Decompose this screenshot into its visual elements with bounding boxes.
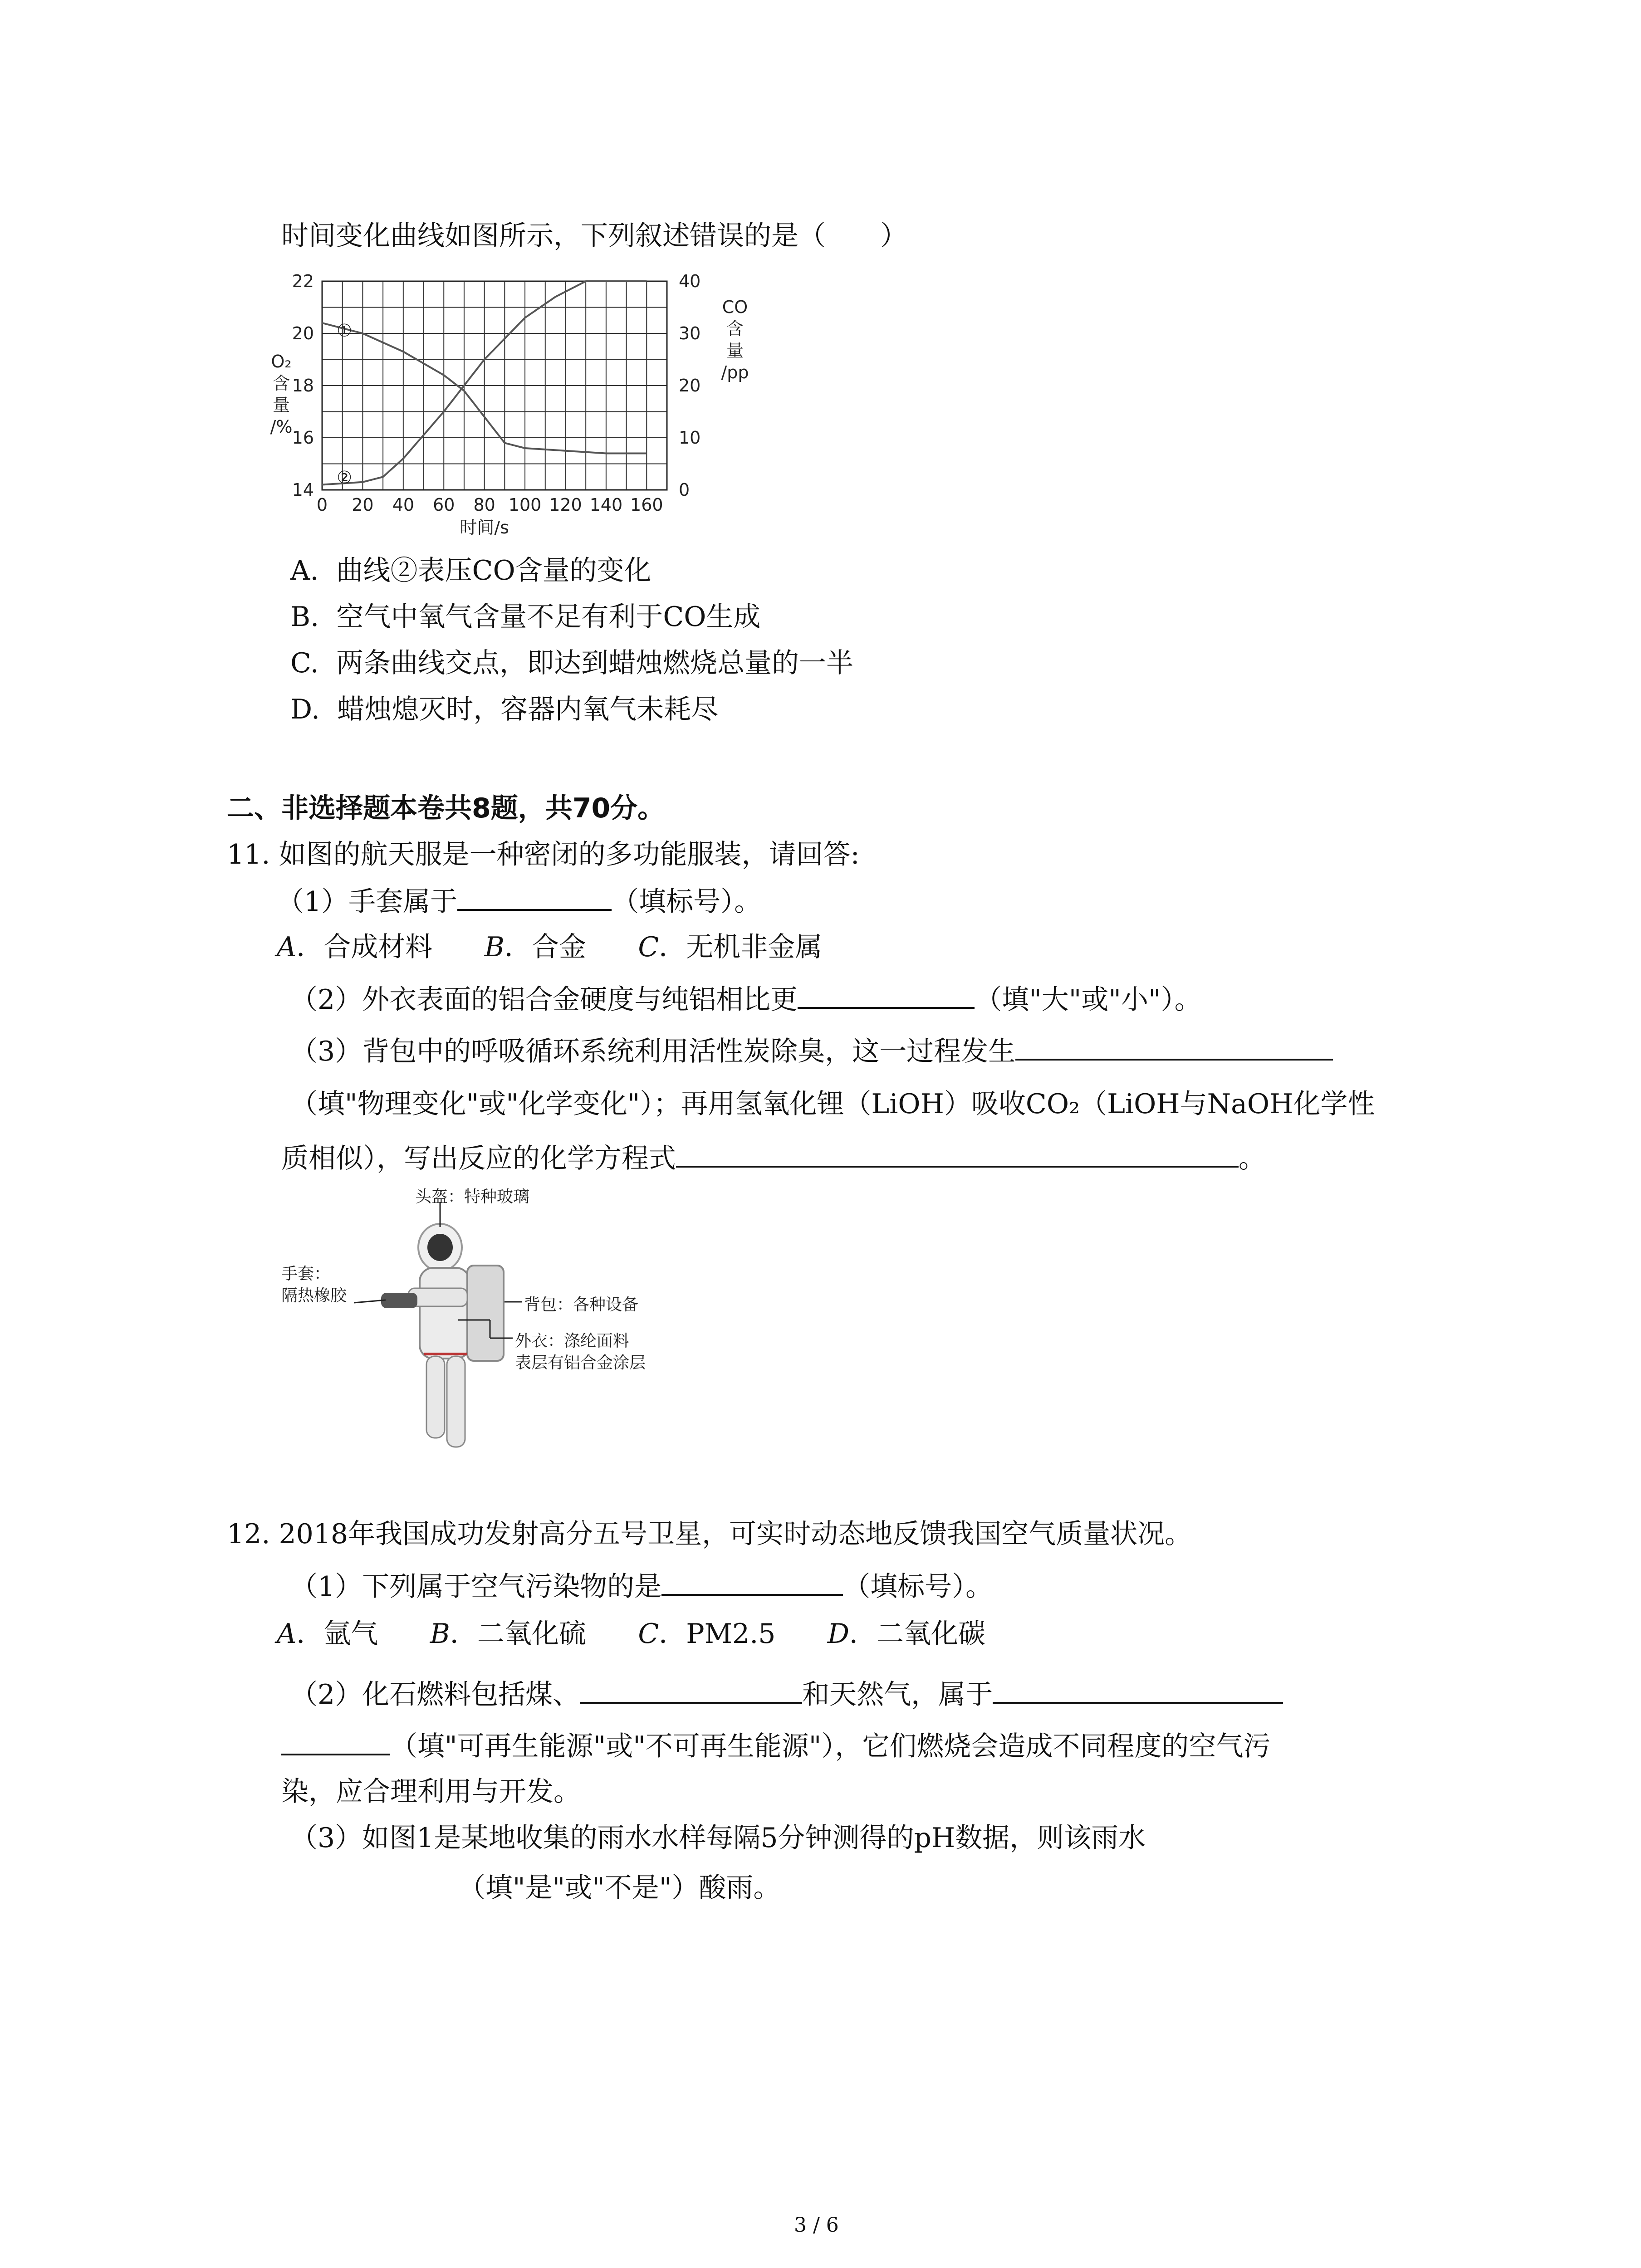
y-left-axis-label: /% (270, 417, 293, 437)
section-heading: 二、非选择题本卷共8题，共70分。 (227, 792, 665, 824)
q12-p1-blank[interactable] (661, 1567, 843, 1596)
q12-part1-options: A．氩气 B．二氧化硫 C．PM2.5 D．二氧化碳 (277, 1618, 986, 1650)
label-coat-2: 表层有铝合金涂层 (515, 1354, 646, 1372)
y-left-tick-label: 16 (292, 428, 314, 448)
q11-p1-blank[interactable] (457, 882, 612, 911)
q12-part3-line2: （填"是"或"不是"）酸雨。 (458, 1872, 781, 1904)
q12-p2-blank2[interactable] (993, 1675, 1283, 1704)
q11-part3-line3: 质相似），写出反应的化学方程式 。 (281, 1139, 1266, 1178)
y-right-tick-label: 10 (679, 428, 701, 448)
label-helmet: 头盔：特种玻璃 (415, 1188, 530, 1206)
label-glove-1: 手套： (281, 1265, 331, 1283)
x-tick-label: 140 (589, 495, 623, 515)
x-tick-label: 80 (473, 495, 495, 515)
curve-2-label: ② (337, 467, 353, 488)
y-left-tick-label: 22 (292, 271, 314, 291)
q11-stem: 11. 如图的航天服是一种密闭的多功能服装，请回答: (227, 839, 860, 870)
y-left-axis-label: 含 (272, 373, 290, 393)
q10-option-a: A. 曲线②表压CO含量的变化 (290, 555, 652, 587)
label-glove-2: 隔热橡胶 (281, 1286, 347, 1305)
label-coat-1: 外衣：涤纶面料 (515, 1332, 630, 1350)
q11-part3-line2: （填"物理变化"或"化学变化"）；再用氢氧化锂（LiOH）吸收CO₂（LiOH与NaOH化学性 (290, 1088, 1375, 1120)
x-tick-label: 120 (549, 495, 582, 515)
q11-part1-options: A．合成材料 B．合金 C．无机非金属 (277, 931, 823, 963)
curve-1-label: ① (337, 320, 353, 341)
y-right-tick-label: 0 (679, 480, 690, 500)
y-right-tick-label: 20 (679, 376, 701, 396)
q11-equation-blank[interactable] (676, 1139, 1239, 1168)
q10-option-d: D. 蜡烛熄灭时，容器内氧气未耗尽 (290, 694, 719, 725)
q11-part3: （3）背包中的呼吸循环系统利用活性炭除臭，这一过程发生 (290, 1031, 1333, 1070)
q10-option-b: B. 空气中氧气含量不足有利于CO生成 (290, 601, 761, 633)
page-number: 3 / 6 (794, 2214, 839, 2237)
q11-p2-blank[interactable] (798, 980, 975, 1009)
q11-part1: （1）手套属于 （填标号）。 (277, 882, 761, 921)
y-right-tick-label: 30 (679, 323, 701, 343)
q12-p2-blank3[interactable] (281, 1726, 390, 1755)
y-left-tick-label: 20 (292, 323, 314, 343)
q11-figure (245, 1184, 699, 1465)
y-left-axis-label: 量 (272, 395, 290, 415)
x-tick-label: 20 (352, 495, 374, 515)
q11-p3-blank1[interactable] (1015, 1031, 1333, 1061)
q12-part2-line3: 染，应合理利用与开发。 (281, 1776, 581, 1808)
q12-part3: （3）如图1是某地收集的雨水水样每隔5分钟测得的pH数据，则该雨水 (290, 1822, 1146, 1854)
q12-part2: （2）化石燃料包括煤、 和天然气，属于 (290, 1675, 1283, 1714)
x-tick-label: 60 (433, 495, 455, 515)
q10-stem: 时间变化曲线如图所示，下列叙述错误的是（ ） (281, 220, 907, 252)
x-tick-label: 160 (630, 495, 663, 515)
y-right-tick-label: 40 (679, 271, 701, 291)
y-right-axis-label: 含 (726, 319, 744, 339)
x-axis-label: 时间/s (460, 518, 509, 538)
q11-part2: （2）外衣表面的铝合金硬度与纯铝相比更 （填"大"或"小"）。 (290, 980, 1202, 1019)
y-right-axis-label: CO (722, 297, 748, 317)
q12-stem: 12. 2018年我国成功发射高分五号卫星，可实时动态地反馈我国空气质量状况。 (227, 1518, 1192, 1550)
y-left-axis-label: O₂ (271, 352, 292, 371)
q12-part2-line2: （填"可再生能源"或"不可再生能源"），它们燃烧会造成不同程度的空气污 (281, 1726, 1270, 1765)
y-left-tick-label: 14 (292, 480, 314, 500)
y-right-axis-label: /pp (721, 362, 749, 382)
astronaut-image (245, 1184, 699, 1465)
q12-part1: （1）下列属于空气污染物的是 （填标号）。 (290, 1567, 993, 1606)
y-right-axis-label: 量 (726, 341, 744, 361)
x-tick-label: 100 (508, 495, 542, 515)
q12-p2-blank1[interactable] (580, 1675, 802, 1704)
y-left-tick-label: 18 (292, 376, 314, 396)
x-tick-label: 0 (316, 495, 328, 515)
x-tick-label: 40 (392, 495, 415, 515)
label-backpack: 背包：各种设备 (524, 1295, 639, 1314)
q10-chart (254, 268, 767, 558)
q10-option-c: C. 两条曲线交点，即达到蜡烛燃烧总量的一半 (290, 647, 853, 679)
